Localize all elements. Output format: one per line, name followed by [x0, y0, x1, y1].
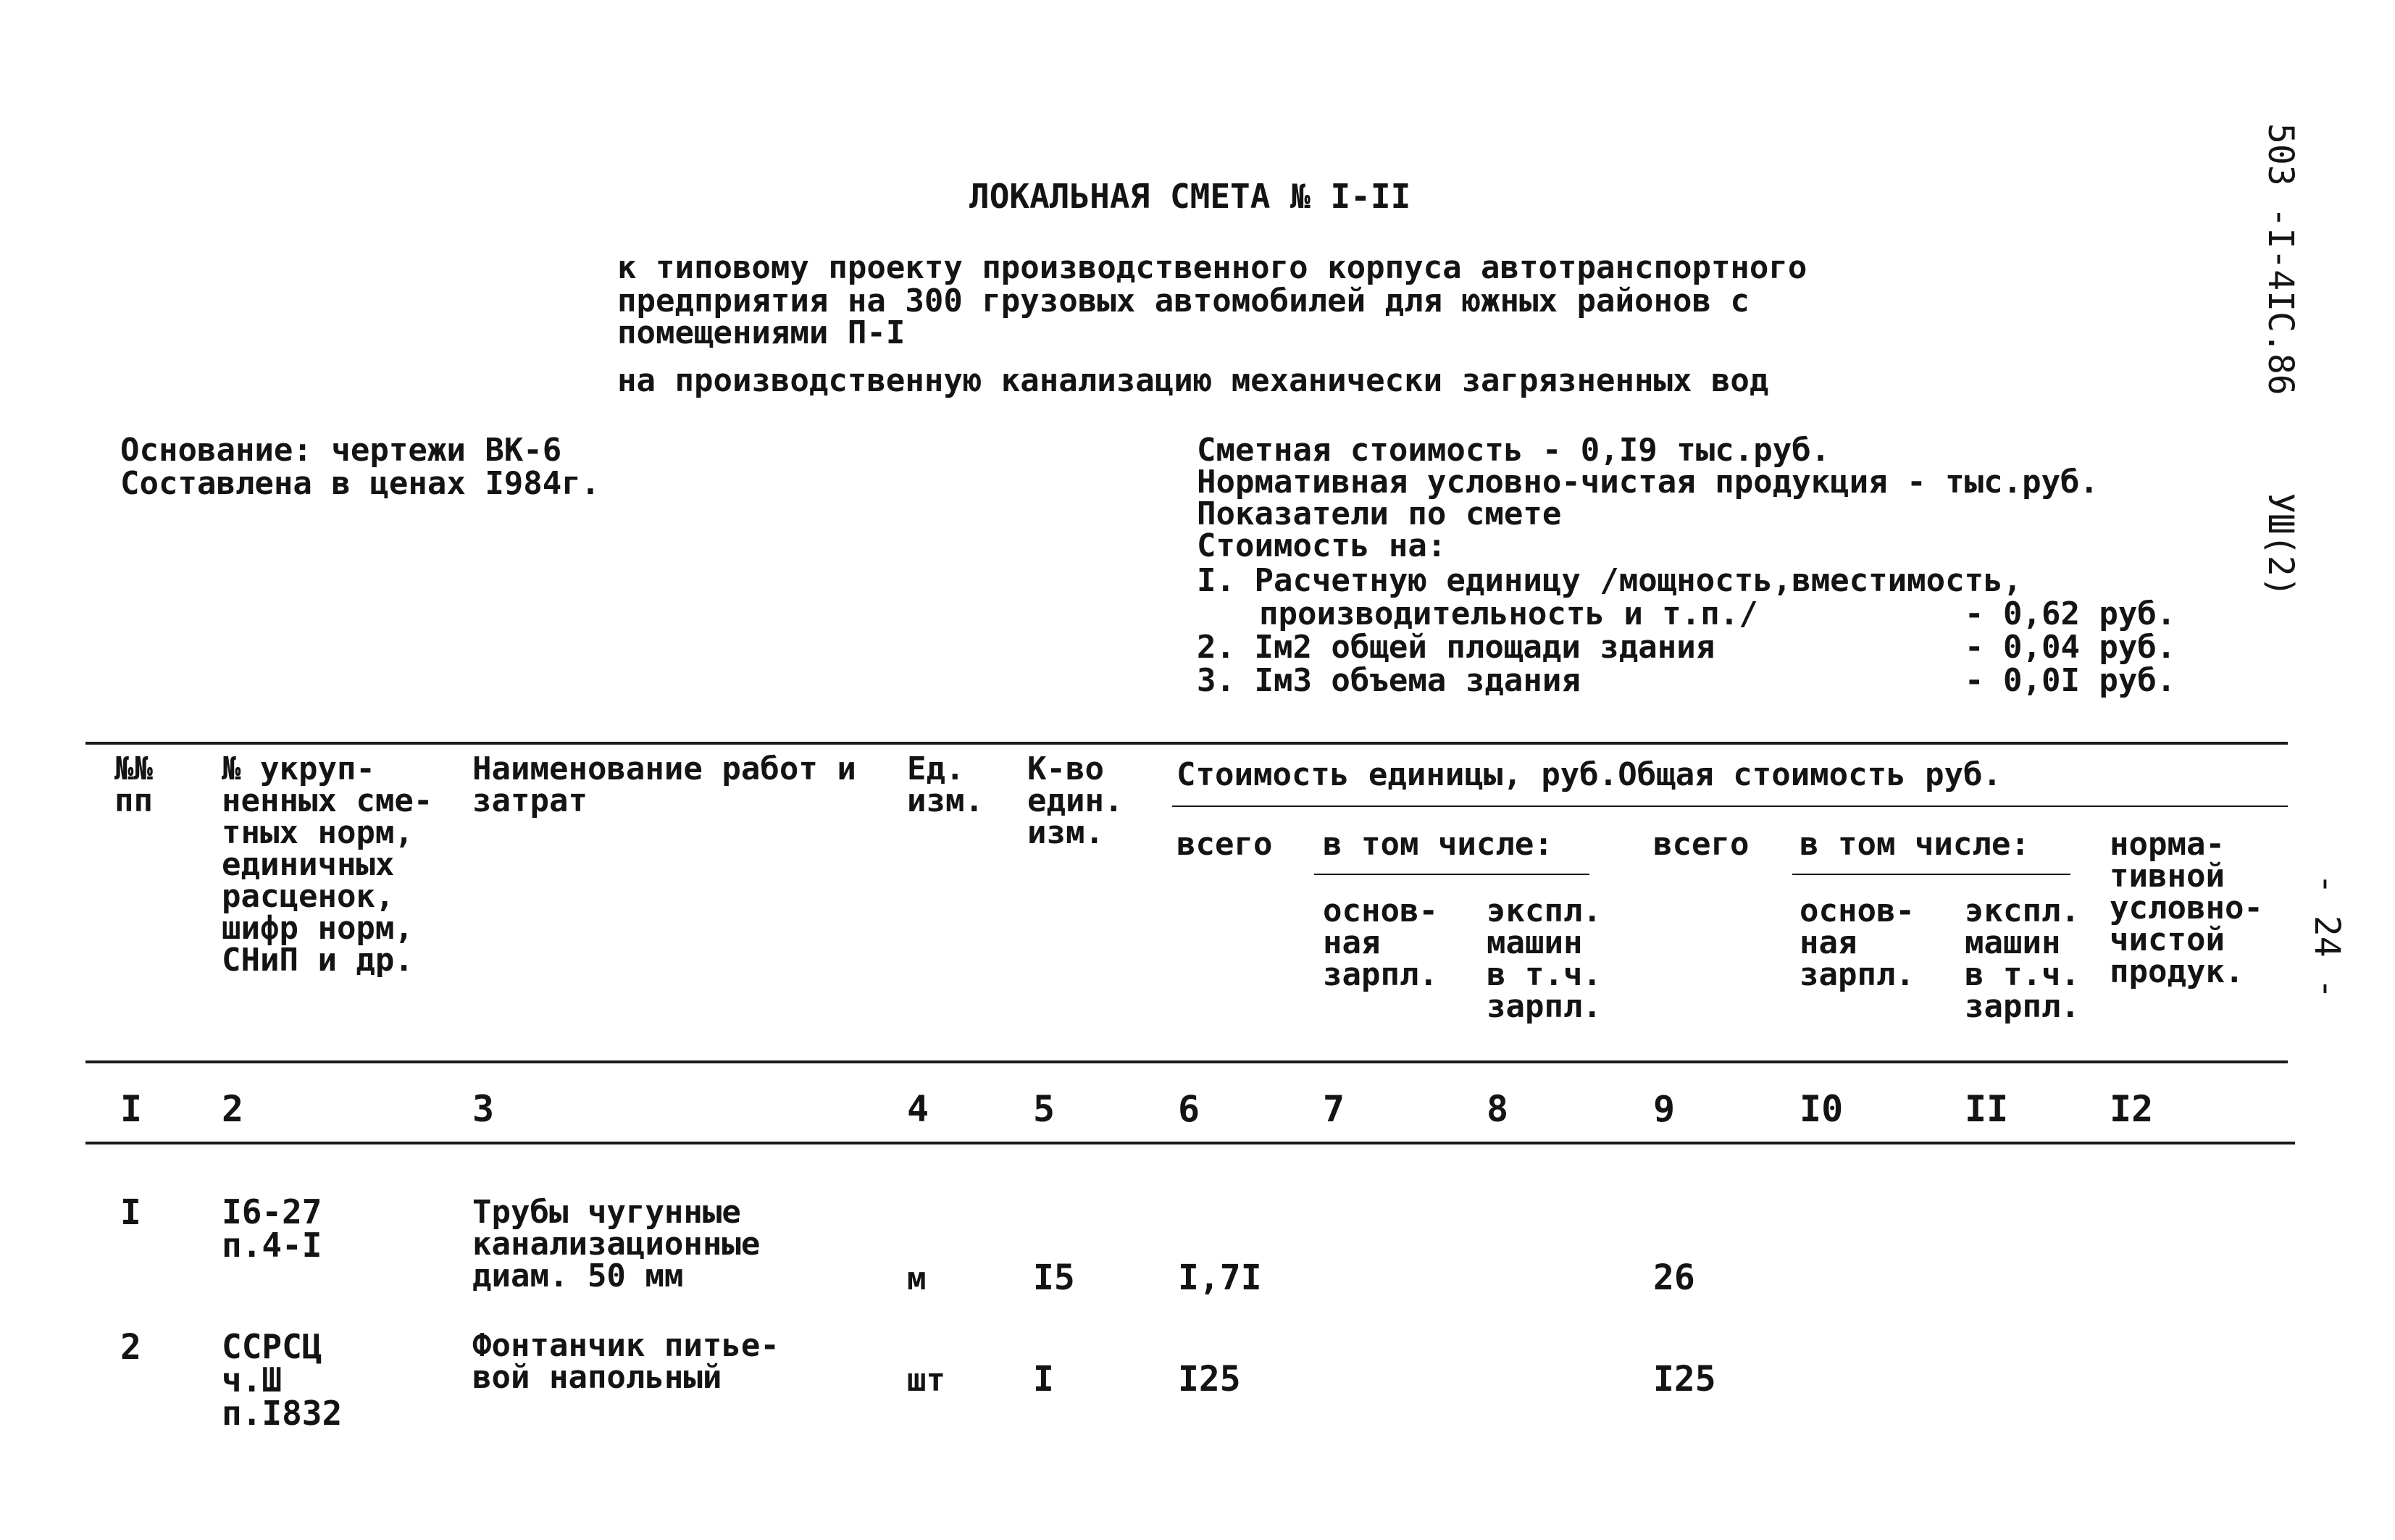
album-number: УШ(2) [2260, 493, 2301, 598]
basis-prices: Составлена в ценах I984г. [120, 465, 601, 502]
column-number-5: 5 [1033, 1088, 1056, 1130]
row-2-code: ССРСЦ ч.Ш п.I832 [222, 1327, 343, 1433]
column-numbers-rule [85, 1142, 2295, 1144]
header-bottom-rule [85, 1060, 2288, 1063]
header-cost-group: Стоимость единицы, руб.Общая стоимость руб. [1176, 756, 2002, 793]
header-overall-base-salary: основ- ная зарпл. [1800, 892, 1915, 993]
subgroup-rule-total [1792, 874, 2070, 875]
estimate-purpose: на производственную канализацию механически загрязненных вод [617, 362, 1769, 399]
header-work-name: Наименование работ и затрат [472, 750, 856, 819]
column-number-11: II [1965, 1088, 2009, 1130]
header-overall-machines: экспл. машин в т.ч. зарпл. [1965, 892, 2080, 1025]
column-number-9: 9 [1653, 1088, 1676, 1130]
row-2-overall-total: I25 [1653, 1359, 1716, 1399]
subtitle-line-3: помещениями П-I [617, 314, 906, 351]
document-code: 503 -I-4IC.86 [2260, 123, 2301, 396]
header-unit-base-salary: основ- ная зарпл. [1323, 892, 1438, 993]
column-number-10: I0 [1800, 1088, 1844, 1130]
row-1-quantity: I5 [1033, 1257, 1075, 1298]
indicator-1-label: I. Расчетную единицу /мощность,вместимость, [1197, 562, 2023, 599]
indicator-2-value: - 0,04 руб. [1965, 629, 2176, 666]
row-2-name: Фонтанчик питье- вой напольный [472, 1327, 779, 1396]
indicator-3-value: - 0,0I руб. [1965, 662, 2176, 699]
row-1-code: I6-27 п.4-I [222, 1192, 322, 1265]
column-number-12: I2 [2110, 1088, 2154, 1130]
subtitle-line-2: предприятия на 300 грузовых автомобилей для южных районов с [617, 283, 1750, 319]
column-number-8: 8 [1487, 1088, 1509, 1130]
header-row-number: №№ пп [114, 750, 153, 819]
header-quantity: К-во един. изм. [1027, 750, 1124, 851]
document-title: ЛОКАЛЬНАЯ СМЕТА № I-II [969, 177, 1411, 216]
indicator-1-value: - 0,62 руб. [1965, 595, 2176, 632]
header-unit: Ед. изм. [907, 750, 984, 819]
row-1-unit-total: I,7I [1178, 1257, 1262, 1298]
column-number-4: 4 [907, 1088, 929, 1130]
column-number-2: 2 [222, 1088, 244, 1130]
subgroup-rule-unit [1314, 874, 1589, 875]
row-2-quantity: I [1033, 1359, 1054, 1399]
header-norm-code: № укруп- ненных сме- тных норм, единичных расценок, шифр норм, СНиП и др. [222, 750, 433, 979]
row-1-overall-total: 26 [1653, 1257, 1695, 1298]
header-unit-machines: экспл. машин в т.ч. зарпл. [1487, 892, 1602, 1025]
header-overall-total: всего [1653, 826, 1750, 863]
indicators-heading: Показатели по смете [1197, 495, 1562, 532]
header-unit-total: всего [1176, 826, 1273, 863]
subtitle-line-1: к типовому проекту производственного корпуса автотранспортного [617, 249, 1807, 286]
basis-drawings: Основание: чертежи ВК-6 [120, 432, 562, 469]
cost-on-heading: Стоимость на: [1197, 527, 1447, 564]
indicator-2-label: 2. Iм2 общей площади здания [1197, 629, 1715, 666]
row-2-number: 2 [120, 1327, 141, 1368]
estimated-cost: Сметная стоимость - 0,I9 тыс.руб. [1197, 432, 1831, 469]
group-header-rule [1172, 805, 2288, 807]
header-overall-including: в том числе: [1800, 826, 2030, 863]
indicator-3-label: 3. Iм3 объема здания [1197, 662, 1581, 699]
row-1-number: I [120, 1192, 141, 1233]
row-2-unit: шт [907, 1362, 945, 1399]
column-number-3: 3 [472, 1088, 495, 1130]
normative-product: Нормативная условно-чистая продукция - тыс.руб. [1197, 464, 2099, 501]
row-1-unit: м [907, 1260, 927, 1297]
indicator-1-label-cont: производительность и т.п./ [1259, 595, 1758, 632]
column-number-7: 7 [1323, 1088, 1345, 1130]
row-1-name: Трубы чугунные канализационные диам. 50 мм [472, 1194, 761, 1294]
page-number: - 24 - [2307, 874, 2347, 1000]
header-normative-product: норма- тивной условно- чистой продук. [2110, 826, 2263, 990]
column-number-1: I [120, 1088, 143, 1130]
table-top-rule [85, 742, 2288, 745]
row-2-unit-total: I25 [1178, 1359, 1241, 1399]
header-unit-including: в том числе: [1323, 826, 1553, 863]
column-number-6: 6 [1178, 1088, 1200, 1130]
